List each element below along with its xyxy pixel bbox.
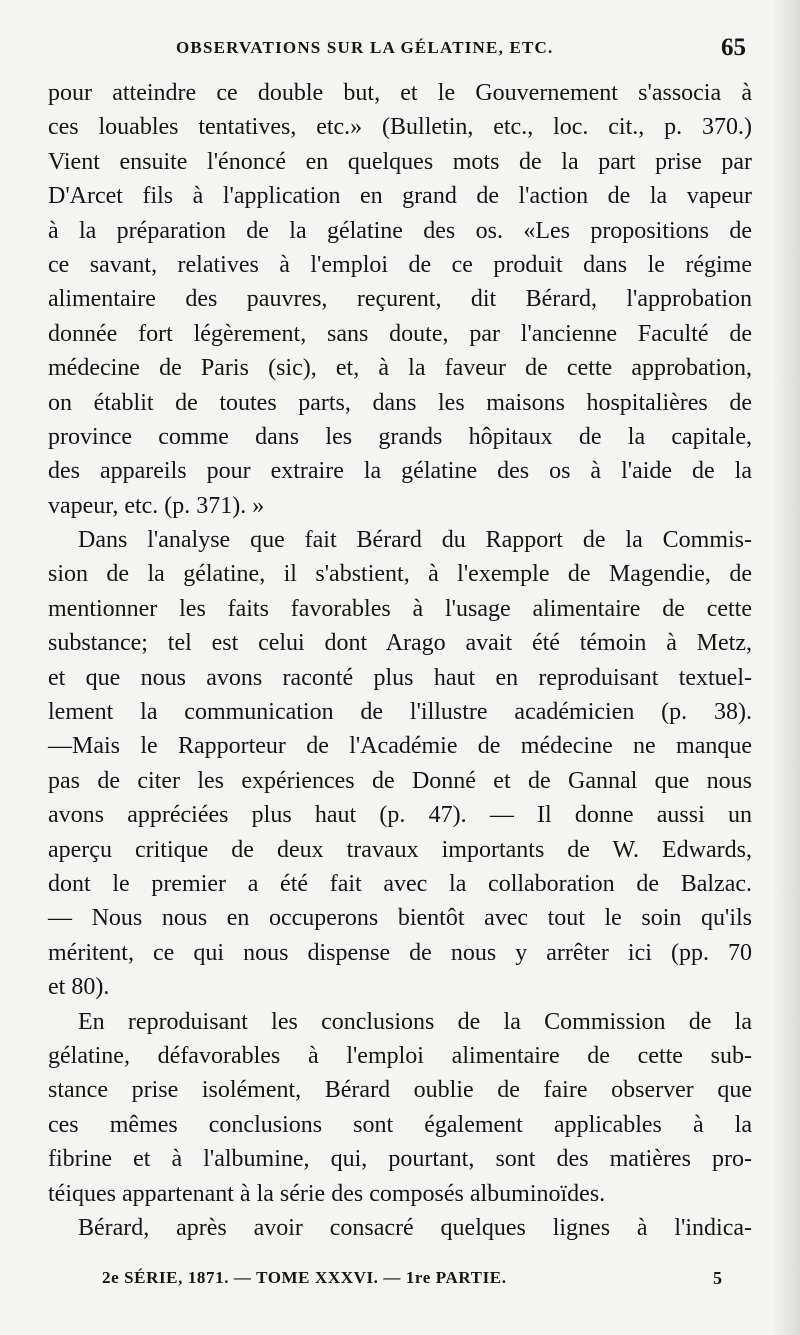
facing-page-shadow xyxy=(772,0,800,1335)
text-line: —Mais le Rapporteur de l'Académie de médecine ne manque xyxy=(48,733,752,760)
text-line: gélatine, défavorables à l'emploi alimentaire de cette sub- xyxy=(48,1042,752,1069)
text-line: mentionner les faits favorables à l'usage alimentaire de cette xyxy=(48,595,752,622)
paragraph-start-line: Bérard, après avoir consacré quelques lignes à l'indica- xyxy=(78,1214,752,1241)
text-line: téiques appartenant à la série des composés albuminoïdes. xyxy=(48,1180,606,1207)
printer-signature: 2e SÉRIE, 1871. — TOME XXXVI. — 1re PARTIE. xyxy=(102,1268,507,1287)
text-line: pas de citer les expériences de Donné et de Gannal que nous xyxy=(48,767,752,794)
text-line: province comme dans les grands hôpitaux de la capitale, xyxy=(48,423,752,450)
text-line: fibrine et à l'albumine, qui, pourtant, sont des matières pro- xyxy=(48,1146,752,1173)
text-line: avons appréciées plus haut (p. 47). — Il donne aussi un xyxy=(48,802,752,829)
text-line: — Nous nous en occuperons bientôt avec tout le soin qu'ils xyxy=(48,905,752,932)
page-footer xyxy=(48,1268,752,1298)
text-line: donnée fort légèrement, sans doute, par l'ancienne Faculté de xyxy=(48,320,752,347)
text-line: dont le premier a été fait avec la collaboration de Balzac. xyxy=(48,870,752,897)
text-line: stance prise isolément, Bérard oublie de faire observer que xyxy=(48,1077,752,1104)
page-number: 65 xyxy=(721,34,746,61)
text-line: ce savant, relatives à l'emploi de ce produit dans le régime xyxy=(48,251,752,278)
text-line: et que nous avons raconté plus haut en reproduisant textuel- xyxy=(48,664,752,691)
page-header xyxy=(48,36,752,68)
paragraph-start-line: En reproduisant les conclusions de la Commission de la xyxy=(78,1008,752,1035)
body-text xyxy=(48,76,752,1245)
paragraph-start-line: Dans l'analyse que fait Bérard du Rapport de la Commis- xyxy=(78,527,752,554)
sheet-number: 5 xyxy=(713,1268,722,1288)
text-line: sion de la gélatine, il s'abstient, à l'exemple de Magendie, de xyxy=(48,561,752,588)
text-line: Vient ensuite l'énoncé en quelques mots de la part prise par xyxy=(48,148,752,175)
text-line: vapeur, etc. (p. 371). » xyxy=(48,492,265,519)
running-head: OBSERVATIONS SUR LA GÉLATINE, ETC. xyxy=(176,38,554,57)
text-line: médecine de Paris (sic), et, à la faveur de cette approbation, xyxy=(48,355,752,382)
text-line: pour atteindre ce double but, et le Gouvernement s'associa à xyxy=(48,80,752,106)
text-line: lement la communication de l'illustre académicien (p. 38). xyxy=(48,699,752,726)
text-line: ces louables tentatives, etc.» (Bulletin, etc., loc. cit., p. 370.) xyxy=(48,114,752,141)
text-line: et 80). xyxy=(48,974,110,1001)
text-line: à la préparation de la gélatine des os. «Les propositions de xyxy=(48,217,752,244)
text-line: D'Arcet fils à l'application en grand de l'action de la vapeur xyxy=(48,183,752,210)
text-line: alimentaire des pauvres, reçurent, dit Bérard, l'approbation xyxy=(48,286,752,313)
text-line: méritent, ce qui nous dispense de nous y arrêter ici (pp. 70 xyxy=(48,939,752,966)
text-line: ces mêmes conclusions sont également applicables à la xyxy=(48,1111,752,1138)
text-line: substance; tel est celui dont Arago avait été témoin à Metz, xyxy=(48,630,752,657)
text-line: aperçu critique de deux travaux importants de W. Edwards, xyxy=(48,836,752,863)
text-line: on établit de toutes parts, dans les maisons hospitalières de xyxy=(48,389,752,416)
text-line: des appareils pour extraire la gélatine des os à l'aide de la xyxy=(48,458,752,485)
